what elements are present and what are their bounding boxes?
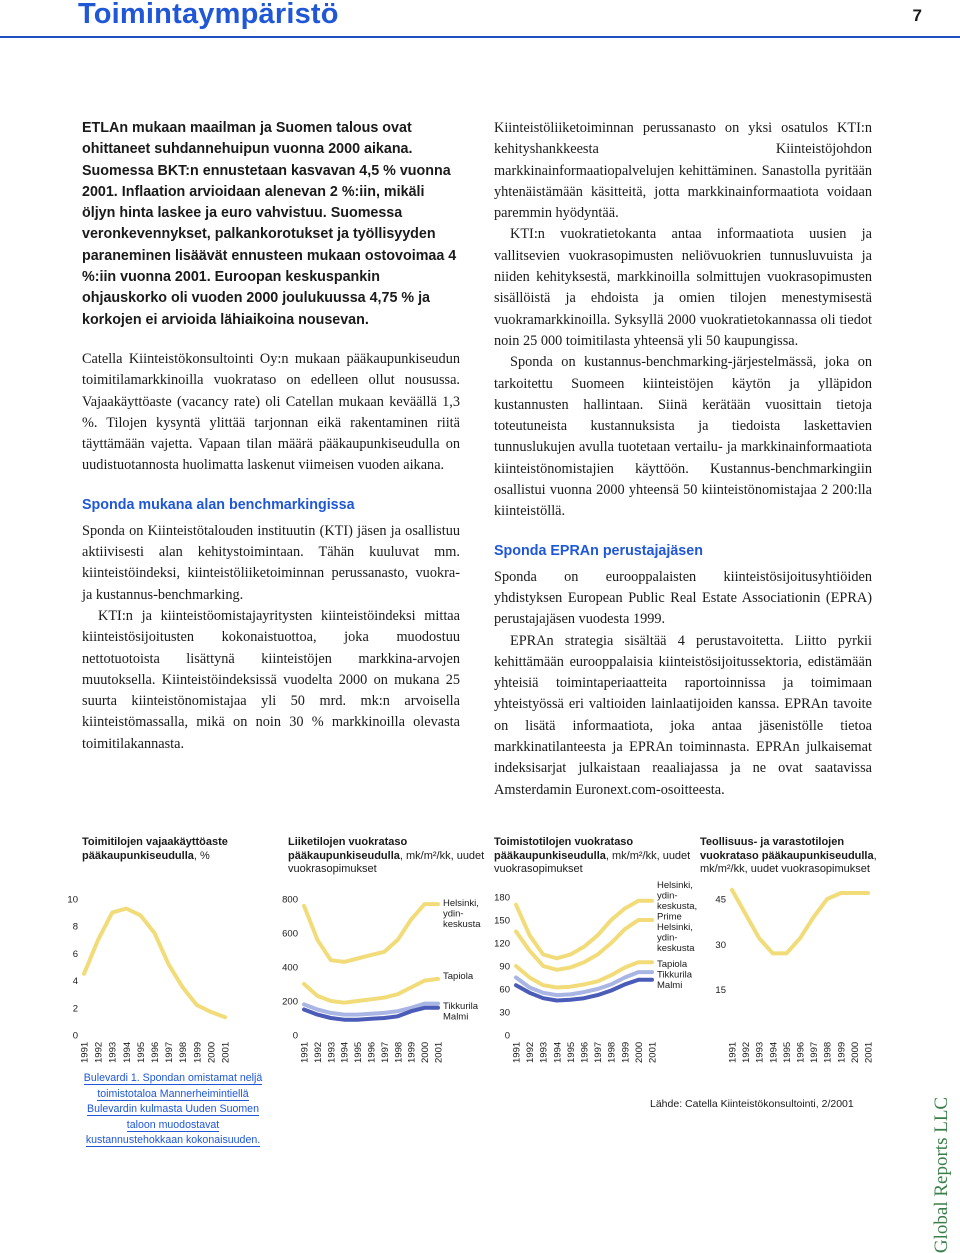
y-tick-label: 45 <box>715 894 726 906</box>
x-tick-label: 1993 <box>326 1041 338 1063</box>
x-tick-label: 1997 <box>593 1041 605 1063</box>
x-tick-label: 1991 <box>511 1041 523 1063</box>
right-column <box>494 118 872 801</box>
x-tick-label: 1997 <box>379 1041 391 1063</box>
x-tick-label: 2000 <box>849 1041 861 1063</box>
x-tick-label: 1997 <box>809 1041 821 1063</box>
series-label: Malmi <box>443 1011 469 1023</box>
series-label: Tikkurila <box>443 1001 479 1012</box>
y-tick-label: 0 <box>504 1030 510 1042</box>
page-header <box>0 0 960 38</box>
x-tick-label: 1996 <box>150 1041 161 1063</box>
y-tick-label: 0 <box>72 1030 78 1042</box>
y-tick-label: 90 <box>499 961 510 973</box>
y-tick-label: 150 <box>494 915 510 927</box>
x-tick-label: 1999 <box>836 1041 848 1063</box>
series-label: keskusta <box>443 919 481 930</box>
x-tick-label: 1998 <box>178 1041 190 1063</box>
x-tick-label: 1994 <box>339 1041 351 1063</box>
page-number: 7 <box>912 6 922 25</box>
series-label: keskusta, <box>657 901 698 912</box>
x-tick-label: 1995 <box>781 1041 793 1063</box>
section-heading-benchmarking: Sponda mukana alan benchmarkingissa <box>82 496 355 513</box>
y-tick-label: 600 <box>282 928 298 940</box>
x-tick-label: 1994 <box>121 1041 133 1063</box>
x-tick-label: 1994 <box>552 1041 564 1063</box>
x-tick-label: 1992 <box>93 1041 105 1063</box>
y-tick-label: 30 <box>499 1007 510 1019</box>
left-column <box>82 118 460 755</box>
x-tick-label: 2001 <box>647 1041 659 1063</box>
y-tick-label: 180 <box>494 892 510 904</box>
series-line <box>732 890 868 954</box>
right-paragraph-1: Kiinteistöliiketoiminnan perussanasto on yksi osatulos KTI:n kehityshankkeesta Kiinteistöjohdon markkinainformaatiopalvelujen kehittäminen. Sanastolla pyritään yhtenäistämään käsitteitä, jotta markkinainformaatiota voidaan paremmin hyödyntää. <box>494 120 872 222</box>
x-tick-label: 1995 <box>565 1041 577 1063</box>
series-line <box>304 904 438 962</box>
series-label: ydin- <box>443 908 464 920</box>
x-tick-label: 1999 <box>192 1041 204 1063</box>
x-tick-label: 1995 <box>353 1041 365 1063</box>
y-tick-label: 800 <box>282 894 298 906</box>
x-tick-label: 1993 <box>538 1041 550 1063</box>
watermark-text: Global Reports LLC <box>931 1096 952 1253</box>
y-tick-label: 4 <box>72 976 78 988</box>
right-paragraph-4: Sponda on eurooppalaisten kiinteistösijoitusyhtiöiden yhdistyksen European Public Real Estate Associationin (EPRA) perustajajäsen vuodesta 1999. <box>494 568 872 628</box>
chart-title: Liiketilojen vuokrataso pääkaupunkiseudulla, mk/m²/kk, uudet vuokrasopimukset <box>288 836 485 875</box>
x-tick-label: 1992 <box>312 1041 324 1063</box>
x-tick-label: 2000 <box>633 1041 645 1063</box>
chart-svg <box>60 836 240 1076</box>
section-heading-epra: Sponda EPRAn perustajajäsen <box>494 542 703 559</box>
chart-title: Toimistotilojen vuokrataso pääkaupunkiseudulla, mk/m²/kk, uudet vuokrasopimukset <box>494 836 691 875</box>
x-tick-label: 1996 <box>579 1041 591 1063</box>
x-tick-label: 1992 <box>741 1041 753 1063</box>
series-line <box>304 979 438 1003</box>
y-tick-label: 400 <box>282 962 298 974</box>
source-note: Lähde: Catella Kiinteistökonsultointi, 2/2001 <box>650 1098 854 1110</box>
series-line <box>84 909 225 1018</box>
x-tick-label: 1998 <box>822 1041 834 1063</box>
x-tick-label: 1996 <box>795 1041 807 1063</box>
series-label: Tikkurila <box>657 969 693 981</box>
chart-title: Toimitilojen vajaakäyttöaste pääkaupunkiseudulla, % <box>82 836 228 862</box>
series-label: Tapiola <box>443 971 474 982</box>
right-paragraph-3: Sponda on kustannus-benchmarking-järjestelmässä, joka on tarkoitettu Suomeen kiinteistöjen käytön ja ylläpidon kustannusten hallintaan. Siinä kerätään vuosittain tietoja toteutuneista kustannuksista ja tiedoista laskettavien tunnuslukujen avulla tuotetaan vertailu- ja markkinainformaatiota kiinteistönomistajien käyttöön. Kustannus-benchmarkingiin osallistui vuonna 2000 yhteensä 50 kiinteistönomistajaa 2 200:lla kiinteistöllä. <box>494 354 872 520</box>
series-label: Helsinki, <box>657 922 693 933</box>
y-tick-label: 8 <box>72 921 78 933</box>
x-tick-label: 1992 <box>525 1041 537 1063</box>
right-paragraph-5: EPRAn strategia sisältää 4 perustavoitetta. Liitto pyrkii kehittämään eurooppalaisia kiinteistösijoitussektoria, edistämään yhteisiä toimintaperiaatteita raportoinnissa ja toimimaan yhteistyössä eri valtioiden lainlaatijoiden kanssa. EPRAn tavoite on lisätä informaatiota, joka antaa jäsenistölle tietoa markkinatilanteesta ja EPRAn toiminnasta. EPRAn julkaisemat indeksisarjat julkaistaan reaaliajassa ja ne ovat saatavissa Amsterdamin Euronext.com-osoitteesta. <box>494 632 872 798</box>
y-tick-label: 120 <box>494 938 510 950</box>
x-tick-label: 1991 <box>79 1041 91 1063</box>
x-tick-label: 1996 <box>366 1041 378 1063</box>
x-tick-label: 2001 <box>220 1041 232 1063</box>
series-label: ydin- <box>657 932 678 944</box>
y-tick-label: 30 <box>715 939 726 951</box>
x-tick-label: 1999 <box>620 1041 632 1063</box>
right-paragraph-2: KTI:n vuokratietokanta antaa informaatiota uusien ja vallitsevien vuokrasopimusten neliövuokrien tunnusluvuista ja niiden kehityksestä, markkinoilla solmittujen vuokrasopimusten sisällöistä ja ehdoista ja omien tilojen menestymisestä vuokramarkkinoilla. Syksyllä 2000 vuokratietokannassa oli tiedot noin 25 000 toimitilasta yhteensä yli 50 kaupungissa. <box>494 226 872 349</box>
y-tick-label: 10 <box>67 894 78 906</box>
lead-paragraph: ETLAn mukaan maailman ja Suomen talous ovat ohittaneet suhdannehuipun vuonna 2000 aikana. Suomessa BKT:n ennustetaan kasvavan 4,5 % vuonna 2001. Inflaation arvioidaan alenevan 2 %:iin, mikäli öljyn hinta laskee ja euro vahvistuu. Suomessa veronkevennykset, palkankorotukset ja työllisyyden paraneminen lisäävät ennusteen mukaan ostovoimaa 4 %:iin vuonna 2001. Euroopan keskuspankin ohjauskorko oli vuoden 2000 joulukuussa 4,75 % ja korkojen ei arvioida lähiaikoina nousevan. <box>82 120 457 328</box>
y-tick-label: 0 <box>292 1030 298 1042</box>
x-tick-label: 2001 <box>433 1041 445 1063</box>
series-label: Tapiola <box>657 959 688 970</box>
left-paragraph-2: Sponda on Kiinteistötalouden instituutin (KTI) jäsen ja osallistuu aktiivisesti alan kehitystoimintaan. Tähän kuuluvat mm. kiinteistöindeksi, kiinteistöliiketoiminnan perussanasto, vuokra- ja kustannus-benchmarking. <box>82 522 460 603</box>
series-label: keskusta <box>657 943 695 954</box>
x-tick-label: 1991 <box>299 1041 311 1063</box>
chart-svg <box>700 836 890 1076</box>
x-tick-label: 1998 <box>606 1041 618 1063</box>
left-paragraph-1: Catella Kiinteistökonsultointi Oy:n mukaan pääkaupunkiseudun toimitilamarkkinoilla vuokrataso on edelleen ollut nousussa. Vajaakäyttöaste (vacancy rate) oli Catellan mukaan keväällä 1,3 %. Tilojen kysyntä ylittää tarjonnan eikä rakentaminen riitä täyttämään vajetta. Vapaan tilan määrä pääkaupunkiseudulla on uudistuotannosta huolimatta laskenut viimeisen vuoden aikana. <box>82 350 460 474</box>
x-tick-label: 1998 <box>393 1041 405 1063</box>
x-tick-label: 1993 <box>754 1041 766 1063</box>
x-tick-label: 2000 <box>206 1041 218 1063</box>
series-label: Helsinki, <box>443 898 479 909</box>
x-tick-label: 1995 <box>135 1041 147 1063</box>
x-tick-label: 2001 <box>863 1041 875 1063</box>
y-tick-label: 6 <box>72 948 78 960</box>
x-tick-label: 1997 <box>164 1041 176 1063</box>
x-tick-label: 1991 <box>727 1041 739 1063</box>
x-tick-label: 1994 <box>768 1041 780 1063</box>
chart-svg <box>270 836 490 1076</box>
photo-caption <box>82 1071 264 1149</box>
y-tick-label: 200 <box>282 996 298 1008</box>
x-tick-label: 1999 <box>406 1041 418 1063</box>
chart-title: Teollisuus- ja varastotilojen vuokrataso pääkaupunkiseudulla, mk/m²/kk, uudet vuokrasopimukset <box>700 836 877 875</box>
x-tick-label: 2000 <box>420 1041 432 1063</box>
left-paragraph-3: KTI:n ja kiinteistöomistajayritysten kiinteistöindeksi mittaa kiinteistösijoitusten kokonaistuottoa, joka muodostuu nettotuotoista lisättynä kiinteistöjen markkina-arvojen muutoksella. Kiinteistöindeksissä vuodelta 2000 on mukana 25 suurta kiinteistönomistajaa yli 50 mrd. mk:n arvoisella kiinteistömassalla, mikä on noin 30 % markkinoilla olevasta toimitilakannasta. <box>82 607 460 752</box>
y-tick-label: 15 <box>715 985 726 997</box>
watermark <box>922 1096 960 1253</box>
chart-svg <box>486 836 706 1076</box>
series-label: Prime <box>657 911 682 923</box>
series-line <box>516 901 652 959</box>
caption-title: Bulevardi 1. <box>83 1072 140 1084</box>
series-label: Helsinki, <box>657 880 693 891</box>
y-tick-label: 60 <box>499 984 510 996</box>
page-title: Toimintaympäristö <box>78 0 339 30</box>
series-label: Malmi <box>657 980 683 991</box>
caption-text: Spondan omistamat neljä toimistotaloa Mannerheimintiellä Bulevardin kulmasta Uuden Suomen taloon muodostavat kustannustehokkaan kokonaisuuden. <box>85 1072 263 1146</box>
x-tick-label: 1993 <box>107 1041 119 1063</box>
series-label: ydin- <box>657 890 678 902</box>
y-tick-label: 2 <box>72 1003 78 1015</box>
